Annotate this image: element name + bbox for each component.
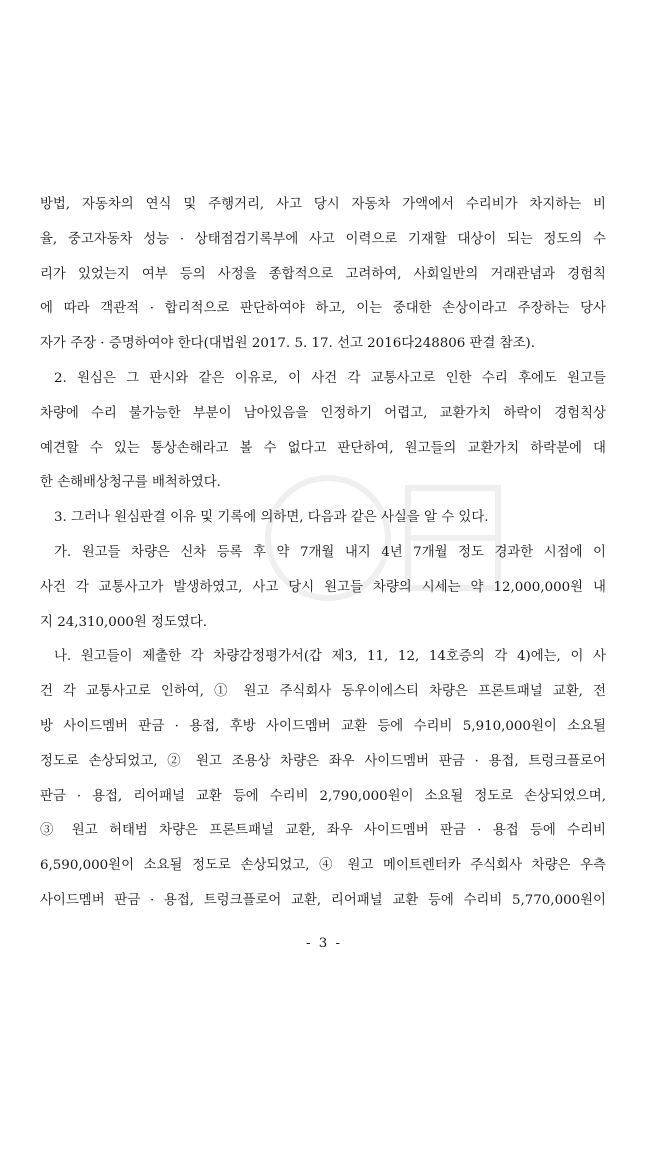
body-line: 리가 있었는지 여부 등의 사정을 종합적으로 고려하여, 사회일반의 거래관념과 경험칙 (40, 266, 606, 282)
body-line: 방법, 자동차의 연식 및 주행거리, 사고 당시 자동차 가액에서 수리비가 차지하는 비 (40, 197, 606, 212)
body-line: 건 각 교통사고로 인하여, ① 원고 주식회사 동우이에스티 차량은 프론트패널 교환, 전 (40, 684, 606, 700)
body-line: 자가 주장 · 증명하여야 한다(대법원 2017. 5. 17. 선고 2016다248806 판결 참조). (40, 336, 536, 352)
body-line: 예견할 수 있는 통상손해라고 볼 수 없다고 판단하여, 원고들의 교환가치 하락분에 대 (40, 440, 606, 456)
body-line: 판금 · 용접, 리어패널 교환 등에 수리비 2,790,000원이 소요될 정도로 손상되었으며, (40, 788, 606, 804)
body-line: ③ 원고 허태범 차량은 프론트패널 교환, 좌우 사이드멤버 판금 · 용접 등에 수리비 (40, 823, 606, 839)
body-line: 6,590,000원이 소요될 정도로 손상되었고, ④ 원고 메이트렌터카 주식회사 차량은 우측 (40, 858, 606, 874)
paragraph-ga-line: 가. 원고들 차량은 신차 등록 후 약 7개월 내지 4년 7개월 정도 경과한 시점에 이 (54, 544, 606, 560)
paragraph-3-line: 3. 그러나 원심판결 이유 및 기록에 의하면, 다음과 같은 사실을 알 수 있다. (54, 510, 489, 526)
body-line: 사건 각 교통사고가 발생하였고, 사고 당시 원고들 차량의 시세는 약 12,000,000원 내 (40, 579, 606, 595)
body-line: 정도로 손상되었고, ② 원고 조용상 차량은 좌우 사이드멤버 판금 · 용접, 트렁크플로어 (40, 753, 606, 769)
body-line: 율, 중고자동차 성능 · 상태점검기록부에 사고 이력으로 기재할 대상이 되는 정도의 수 (40, 231, 606, 247)
body-line: 한 손해배상청구를 배척하였다. (40, 475, 221, 491)
paragraph-2-line: 2. 원심은 그 판시와 같은 이유로, 이 사건 각 교통사고로 인한 수리 후에도 원고들 (54, 370, 606, 386)
body-line: 사이드멤버 판금 · 용접, 트렁크플로어 교환, 리어패널 교환 등에 수리비 5,770,000원이 (40, 892, 606, 908)
body-line: 에 따라 객관적 · 합리적으로 판단하여야 하고, 이는 중대한 손상이라고 주장하는 당사 (40, 301, 606, 317)
body-line: 차량에 수리 불가능한 부분이 남아있음을 인정하기 어렵고, 교환가치 하락이 경험칙상 (40, 405, 606, 421)
page-number: - 3 - (305, 936, 343, 951)
document-body (40, 188, 606, 919)
body-line: 방 사이드멤버 판금 · 용접, 후방 사이드멤버 교환 등에 수리비 5,910,000원이 소요될 (40, 718, 606, 734)
paragraph-na-line: 나. 원고들이 제출한 각 차량감정평가서(갑 제3, 11, 12, 14호증의 각 4)에는, 이 사 (54, 649, 606, 665)
body-line: 지 24,310,000원 정도였다. (40, 614, 208, 630)
